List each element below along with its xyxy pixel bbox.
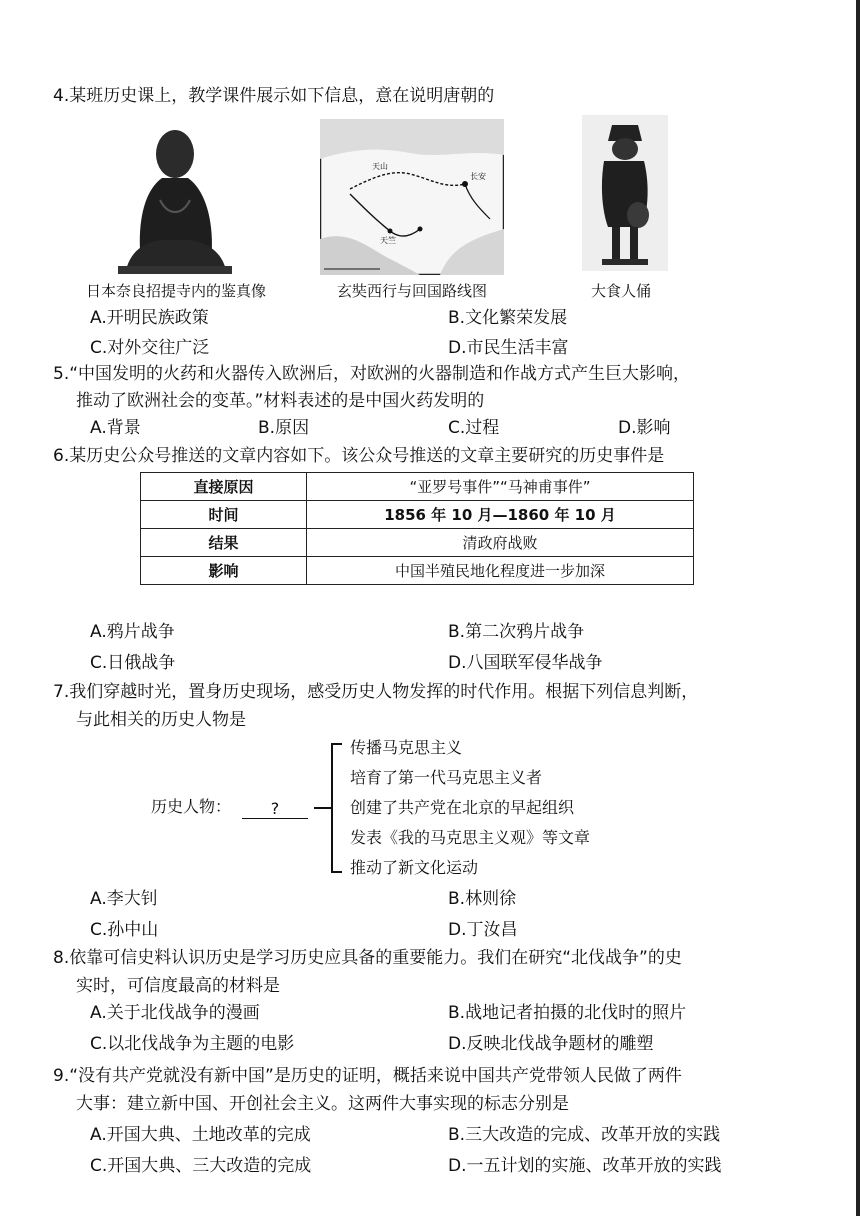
map-label-tianshan: 天山	[372, 162, 388, 171]
q9-stem-line1: 9.“没有共产党就没有新中国”是历史的证明，概括来说中国共产党带领人民做了两件	[53, 1066, 682, 1086]
q7-stem-line1: 7.我们穿越时光，置身历史现场，感受历史人物发挥的时代作用。根据下列信息判断，	[53, 682, 699, 702]
q5-option-d[interactable]: D.影响	[618, 418, 671, 438]
table-row	[141, 557, 694, 585]
q9-option-d[interactable]: D.一五计划的实施、改革开放的实践	[448, 1156, 722, 1176]
table-row	[141, 529, 694, 557]
scan-edge	[856, 0, 860, 1216]
table-key: 影响	[141, 557, 307, 585]
q8-option-d[interactable]: D.反映北伐战争题材的雕塑	[448, 1034, 654, 1054]
q6-option-d[interactable]: D.八国联军侵华战争	[448, 653, 603, 673]
table-key: 时间	[141, 501, 307, 529]
q9-stem-line2: 大事：建立新中国、开创社会主义。这两件大事实现的标志分别是	[76, 1094, 569, 1114]
q9-option-a[interactable]: A.开国大典、土地改革的完成	[90, 1125, 311, 1145]
table-key: 结果	[141, 529, 307, 557]
q8-option-c[interactable]: C.以北伐战争为主题的电影	[90, 1034, 295, 1054]
caption-jianzhen: 日本奈良招提寺内的鉴真像	[86, 282, 267, 300]
q7-blank: ?	[242, 804, 308, 819]
q6-option-c[interactable]: C.日俄战争	[90, 653, 176, 673]
q5-option-a[interactable]: A.背景	[90, 418, 141, 438]
q8-option-b[interactable]: B.战地记者拍摄的北伐时的照片	[448, 1003, 687, 1023]
table-key: 直接原因	[141, 473, 307, 501]
q6-info-table	[140, 472, 694, 585]
q5-stem-line1: 5.“中国发明的火药和火器传入欧洲后，对欧洲的火器制造和作战方式产生巨大影响，	[53, 364, 691, 384]
table-value: “亚罗号事件”“马神甫事件”	[307, 473, 694, 501]
q8-stem-line1: 8.依靠可信史料认识历史是学习历史应具备的重要能力。我们在研究“北伐战争”的史	[53, 948, 682, 968]
q6-stem: 6.某历史公众号推送的文章内容如下。该公众号推送的文章主要研究的历史事件是	[53, 446, 665, 466]
q4-option-b[interactable]: B.文化繁荣发展	[448, 308, 568, 328]
table-value: 清政府战败	[307, 529, 694, 557]
q9-option-c[interactable]: C.开国大典、三大改造的完成	[90, 1156, 312, 1176]
table-row	[141, 501, 694, 529]
q7-option-c[interactable]: C.孙中山	[90, 920, 159, 940]
q6-option-b[interactable]: B.第二次鸦片战争	[448, 622, 585, 642]
q7-person-label: 历史人物：	[151, 797, 232, 816]
q7-stem-line2: 与此相关的历史人物是	[76, 710, 246, 730]
q7-clue-item: 传播马克思主义	[350, 738, 463, 757]
map-label-tianzhu: 天竺	[380, 236, 396, 245]
caption-route-map: 玄奘西行与回国路线图	[337, 282, 488, 300]
map-label-changan: 长安	[470, 172, 486, 181]
q7-brace	[310, 738, 350, 878]
q7-clue-item: 培育了第一代马克思主义者	[350, 768, 543, 787]
q5-option-b[interactable]: B.原因	[258, 418, 310, 438]
table-value: 中国半殖民地化程度进一步加深	[307, 557, 694, 585]
xuanzang-route-map	[320, 119, 504, 275]
q7-option-a[interactable]: A.李大钊	[90, 889, 158, 909]
table-value: 1856 年 10 月—1860 年 10 月	[307, 501, 694, 529]
q8-option-a[interactable]: A.关于北伐战争的漫画	[90, 1003, 260, 1023]
q8-stem-line2: 实时，可信度最高的材料是	[76, 976, 280, 996]
q4-option-a[interactable]: A.开明民族政策	[90, 308, 209, 328]
table-row	[141, 473, 694, 501]
caption-figurine: 大食人俑	[591, 282, 652, 300]
dashi-figurine-image	[582, 115, 668, 271]
q7-option-b[interactable]: B.林则徐	[448, 889, 517, 909]
q4-stem: 4.某班历史课上，教学课件展示如下信息，意在说明唐朝的	[53, 86, 495, 106]
q7-clue-item: 发表《我的马克思主义观》等文章	[350, 828, 591, 847]
q4-option-c[interactable]: C.对外交往广泛	[90, 338, 210, 358]
q7-clue-item: 创建了共产党在北京的早起组织	[350, 798, 575, 817]
q6-option-a[interactable]: A.鸦片战争	[90, 622, 175, 642]
q9-option-b[interactable]: B.三大改造的完成、改革开放的实践	[448, 1125, 721, 1145]
q7-clue-item: 推动了新文化运动	[350, 858, 479, 877]
q7-option-d[interactable]: D.丁汝昌	[448, 920, 518, 940]
jianzhen-statue-image	[112, 120, 238, 274]
q4-option-d[interactable]: D.市民生活丰富	[448, 338, 569, 358]
q5-option-c[interactable]: C.过程	[448, 418, 500, 438]
q5-stem-line2: 推动了欧洲社会的变革。”材料表述的是中国火药发明的	[76, 391, 485, 411]
